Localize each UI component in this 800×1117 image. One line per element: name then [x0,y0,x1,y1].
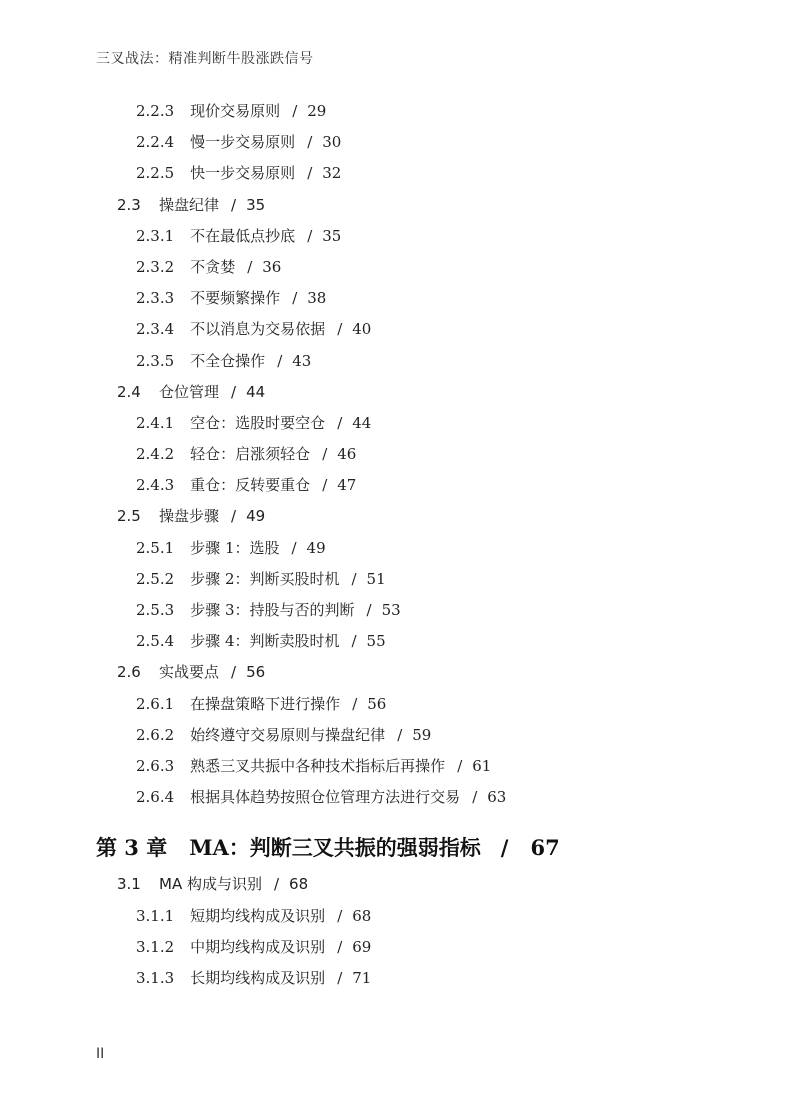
toc-separator: / [457,756,463,775]
toc-subsection-entry [0,595,800,626]
toc-page-number: 29 [307,102,327,120]
toc-entry-title: 熟悉三叉共振中各种技术指标后再操作 [190,756,446,775]
toc-entry-title: 在操盘策略下进行操作 [190,694,341,713]
toc-page-number: 55 [366,632,386,651]
toc-entry-number: 2.6.1 [136,694,175,713]
toc-entry-number: 第 3 章 [96,835,168,861]
toc-separator: / [291,538,297,557]
toc-subsection-entry [0,158,800,189]
toc-entry-number: 2.5.4 [136,632,175,651]
toc-separator: / [231,663,237,682]
toc-entry-title: 始终遵守交易原则与操盘纪律 [190,725,386,744]
toc-entry-number: 2.5.3 [136,601,175,619]
toc-separator: / [231,195,237,214]
toc-entry-title: 不以消息为交易依据 [190,320,326,339]
toc-entry-title: 根据具体趋势按照仓位管理方法进行交易 [190,788,461,807]
toc-entry-number: 2.2.3 [136,102,175,120]
toc-subsection-entry [0,314,800,345]
toc-entry-number: 3.1 [117,875,141,894]
running-header: 三叉战法：精准判断牛股涨跌信号 [96,51,314,67]
toc-separator: / [273,875,280,894]
toc-page-number: 53 [381,601,401,619]
toc-page-number: 36 [262,257,282,276]
toc-entry-number: 2.2.4 [136,133,175,152]
toc-entry-title: 操盘步骤 [159,507,220,526]
toc-separator: / [231,507,237,526]
toc-separator: / [397,725,403,744]
toc-entry-number: 2.6.3 [136,756,175,775]
toc-entry-title: 不全仓操作 [190,351,266,370]
toc-separator: / [337,937,343,956]
toc-entry-number: 2.5.2 [136,569,175,588]
toc-entry-number: 2.3.1 [136,226,175,245]
toc-entry-title: 长期均线构成及识别 [190,968,326,987]
toc-entry-number: 2.4 [117,382,141,401]
toc-separator: / [337,413,343,432]
toc-entry-title: 步骤 3：持股与否的判断 [190,601,355,619]
toc-entry-number: 2.4.1 [136,413,175,432]
toc-page-number: 46 [337,445,357,464]
toc-separator: / [337,906,343,925]
toc-entry-number: 2.6.4 [136,788,175,807]
toc-entry-number: 3.1.3 [136,968,175,987]
toc-subsection-entry [0,283,800,314]
toc-separator: / [292,102,298,120]
toc-subsection-entry [0,689,800,720]
toc-entry-title: 短期均线构成及识别 [190,906,326,925]
table-of-contents [0,96,800,994]
toc-subsection-entry [0,963,800,994]
toc-page-number: 44 [246,382,266,401]
toc-page-number: 35 [322,226,342,245]
toc-section-entry [0,377,800,408]
toc-entry-title: 不要频繁操作 [190,289,281,308]
toc-entry-title: MA 构成与识别 [159,875,262,894]
toc-page-number: 49 [246,507,266,526]
toc-subsection-entry [0,564,800,595]
toc-entry-title: 步骤 2：判断买股时机 [190,569,340,588]
toc-separator: / [337,320,343,339]
toc-entry-title: MA：判断三叉共振的强弱指标 [189,835,481,861]
toc-page-number: 67 [530,835,560,861]
toc-page-number: 51 [366,569,386,588]
toc-entry-title: 不贪婪 [190,257,236,276]
toc-entry-title: 操盘纪律 [159,195,220,214]
toc-page-number: 68 [352,906,372,925]
toc-entry-number: 2.6 [117,663,141,682]
toc-entry-number: 2.5 [117,507,141,526]
toc-entry-title: 中期均线构成及识别 [190,937,326,956]
toc-page-number: 40 [352,320,372,339]
toc-page-number: 71 [352,968,372,987]
toc-entry-title: 重仓：反转要重仓 [190,476,311,495]
toc-page-number: 49 [306,538,326,557]
toc-entry-number: 2.2.5 [136,164,175,183]
toc-entry-title: 快一步交易原则 [190,164,296,183]
toc-section-entry [0,657,800,688]
toc-page-number: 47 [337,476,357,495]
toc-separator: / [500,835,509,861]
toc-page-number: 44 [352,413,372,432]
toc-entry-number: 3.1.1 [136,906,175,925]
toc-subsection-entry [0,470,800,501]
toc-page-number: 38 [307,289,327,308]
toc-subsection-entry [0,252,800,283]
toc-page-number: 43 [292,351,312,370]
toc-subsection-entry [0,720,800,751]
toc-entry-number: 2.4.3 [136,476,175,495]
toc-page-number: 61 [472,756,492,775]
toc-entry-title: 空仓：选股时要空仓 [190,413,326,432]
toc-entry-title: 步骤 4：判断卖股时机 [190,632,340,651]
toc-section-entry [0,501,800,532]
toc-separator: / [247,257,253,276]
toc-entry-number: 2.3.2 [136,257,175,276]
toc-entry-number: 2.4.2 [136,445,175,464]
toc-page-number: 56 [246,663,266,682]
toc-separator: / [351,632,357,651]
toc-subsection-entry [0,751,800,782]
toc-page-number: 56 [367,694,387,713]
toc-entry-number: 2.3 [117,195,141,214]
toc-subsection-entry [0,439,800,470]
toc-subsection-entry [0,127,800,158]
toc-entry-title: 不在最低点抄底 [190,226,296,245]
toc-subsection-entry [0,96,800,127]
toc-subsection-entry [0,932,800,963]
toc-subsection-entry [0,221,800,252]
toc-entry-number: 2.3.3 [136,289,175,308]
toc-entry-title: 步骤 1：选股 [190,538,280,557]
toc-separator: / [337,968,343,987]
toc-entry-number: 2.6.2 [136,725,175,744]
toc-chapter-entry [0,827,800,869]
toc-page-number: 30 [322,133,342,152]
toc-subsection-entry [0,533,800,564]
toc-separator: / [472,788,478,807]
page-number: II [96,1046,105,1062]
toc-page-number: 68 [289,875,309,894]
toc-entry-title: 实战要点 [159,663,220,682]
toc-entry-number: 2.3.4 [136,320,175,339]
toc-separator: / [231,382,237,401]
toc-page-number: 63 [487,788,507,807]
toc-separator: / [322,476,328,495]
toc-separator: / [307,164,313,183]
toc-section-entry [0,869,800,900]
toc-subsection-entry [0,346,800,377]
toc-separator: / [307,133,313,152]
toc-entry-title: 仓位管理 [159,382,220,401]
toc-subsection-entry [0,408,800,439]
toc-separator: / [307,226,313,245]
toc-subsection-entry [0,901,800,932]
toc-page-number: 69 [352,937,372,956]
toc-entry-number: 3.1.2 [136,937,175,956]
toc-entry-title: 现价交易原则 [190,102,281,120]
toc-separator: / [322,445,328,464]
toc-page-number: 35 [246,195,266,214]
toc-entry-number: 2.5.1 [136,538,175,557]
toc-entry-number: 2.3.5 [136,351,175,370]
toc-page-number: 32 [322,164,342,183]
toc-separator: / [366,601,372,619]
toc-separator: / [352,694,358,713]
toc-entry-title: 慢一步交易原则 [190,133,296,152]
toc-separator: / [292,289,298,308]
toc-separator: / [277,351,283,370]
toc-entry-title: 轻仓：启涨须轻仓 [190,445,311,464]
toc-subsection-entry [0,782,800,813]
toc-section-entry [0,190,800,221]
toc-subsection-entry [0,626,800,657]
toc-separator: / [351,569,357,588]
toc-page-number: 59 [412,725,432,744]
